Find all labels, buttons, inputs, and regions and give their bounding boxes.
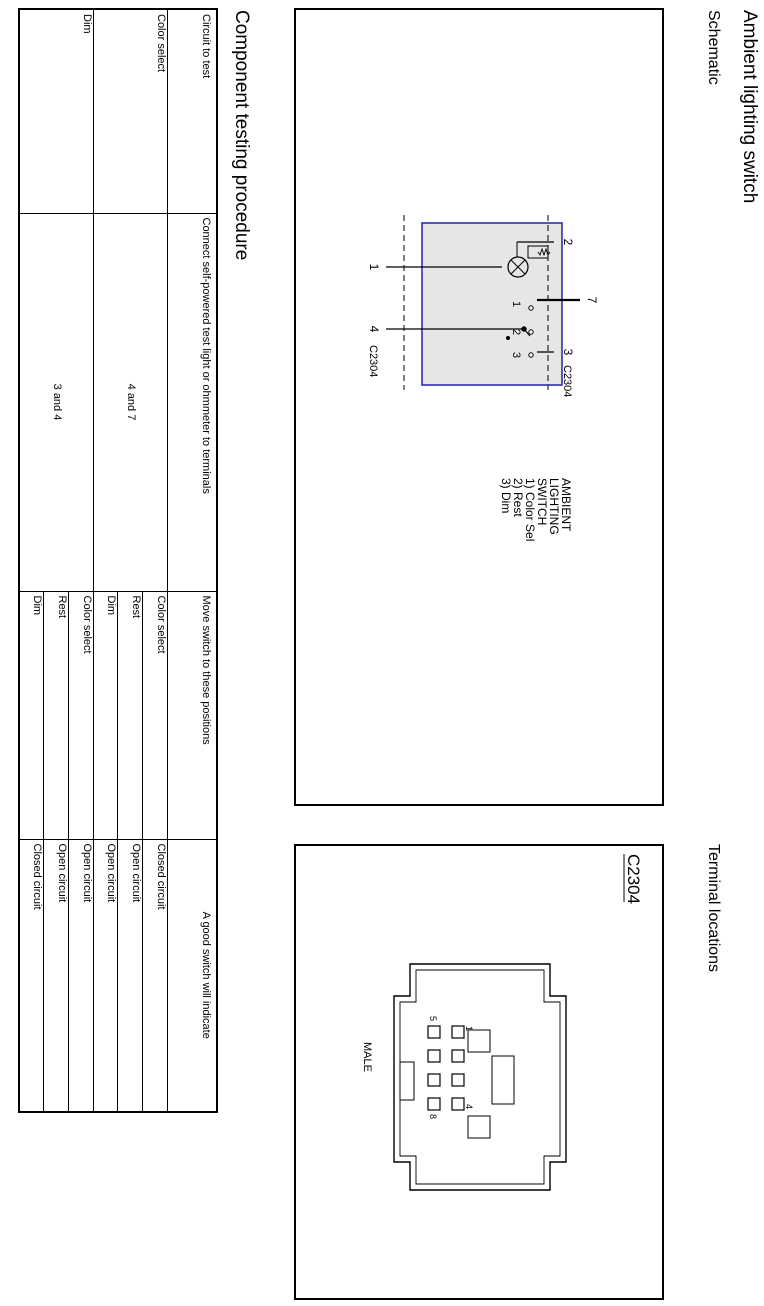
switch-position-1: 1 — [510, 300, 522, 308]
header-move: Move switch to these positions — [168, 591, 218, 839]
terminal-locations-heading: Terminal locations — [705, 844, 722, 973]
connector-housing — [394, 964, 566, 1190]
result-cell: Open circuit — [69, 839, 94, 1112]
pin-label-7: 7 — [585, 296, 599, 304]
legend-line-1: AMBIENT — [559, 478, 573, 532]
circuit-dim: Dim — [19, 9, 93, 213]
switch-position-2: 2 — [510, 328, 522, 336]
terminal-pin-label-8: 8 — [428, 1114, 438, 1120]
terminal-pin-label-1: 1 — [464, 1026, 474, 1032]
contact-rest — [529, 330, 533, 334]
position-cell: Rest — [44, 591, 69, 839]
connector-name: C2304 — [624, 854, 643, 905]
connector-label-bottom: C2304 — [367, 345, 379, 378]
terminal-pin-label-4: 4 — [464, 1104, 474, 1110]
terminals-dim: 3 and 4 — [19, 213, 93, 591]
terminals-color-select: 4 and 7 — [93, 213, 167, 591]
schematic-diagram — [296, 10, 662, 804]
position-cell: Dim — [93, 591, 118, 839]
table-row — [143, 9, 168, 1112]
connector-housing-inner — [400, 970, 560, 1184]
table-row — [69, 9, 94, 1112]
terminal-panel — [294, 844, 664, 1300]
locking-tab — [492, 1056, 514, 1104]
result-cell: Open circuit — [44, 839, 69, 1112]
procedure-table — [18, 8, 218, 1113]
keyway-left — [468, 1030, 490, 1052]
circuit-color-select: Color select — [93, 9, 167, 213]
legend-line-2: LIGHTING — [547, 478, 561, 535]
gender-label: MALE — [361, 1042, 373, 1072]
header-indicate: A good switch will indicate — [168, 839, 218, 1112]
header-connect: Connect self-powered test light or ohmmeter to terminals — [168, 213, 218, 591]
procedure-title: Component testing procedure — [231, 10, 252, 261]
position-cell: Color select — [69, 591, 94, 839]
contact-color-select — [529, 306, 533, 310]
pin-label-2: 2 — [561, 238, 575, 246]
pin-cavities — [428, 1026, 464, 1110]
pin-label-4: 4 — [367, 325, 381, 333]
position-cell: Rest — [118, 591, 143, 839]
result-cell: Closed circuit — [143, 839, 168, 1112]
result-cell: Open circuit — [93, 839, 118, 1112]
terminal-pin-label-5: 5 — [428, 1016, 438, 1022]
page-title: Ambient lighting switch — [739, 10, 760, 204]
switch-position-3: 3 — [510, 351, 522, 359]
connector-face-diagram — [296, 846, 662, 1298]
header-circuit: Circuit to test — [168, 9, 218, 213]
result-cell: Closed circuit — [19, 839, 44, 1112]
legend-line-6: 3) Dim — [499, 478, 513, 514]
position-cell: Color select — [143, 591, 168, 839]
latch — [400, 1062, 414, 1100]
keyway-right — [468, 1116, 490, 1138]
schematic-heading: Schematic — [705, 10, 722, 85]
schematic-panel — [294, 8, 664, 806]
legend-line-3: SWITCH — [535, 478, 549, 526]
switch-body — [422, 223, 562, 385]
legend-line-4: 1) Color Sel — [523, 478, 537, 542]
junction-dot — [506, 336, 510, 340]
pin-label-3: 3 — [561, 348, 575, 356]
connector-label-top: C2304 — [561, 365, 573, 398]
result-cell: Open circuit — [118, 839, 143, 1112]
procedure-header-row — [168, 9, 218, 1112]
contact-dim — [529, 353, 533, 357]
pin-label-1: 1 — [367, 263, 381, 271]
legend-line-5: 2) Rest — [511, 478, 525, 517]
position-cell: Dim — [19, 591, 44, 839]
